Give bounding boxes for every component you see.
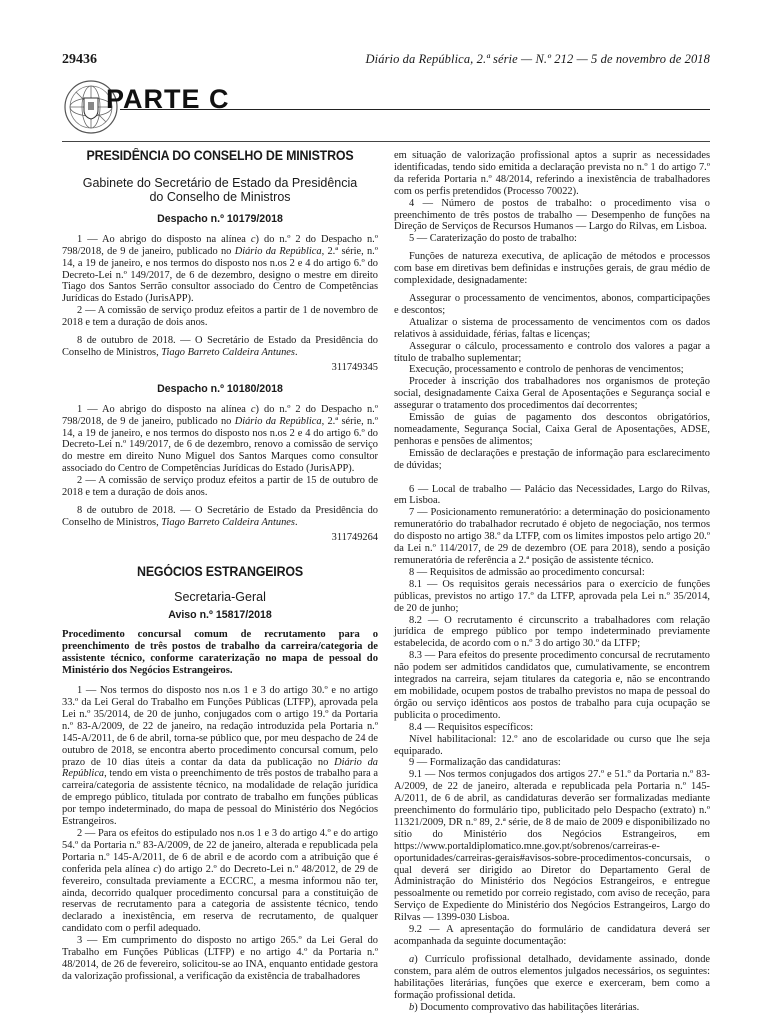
two-column-body — [62, 150, 710, 1013]
paragraph: 2 — A comissão de serviço produz efeitos a partir de 15 de outubro de 2018 e tem a duração de dois anos. — [62, 475, 378, 499]
org-title-gabinete — [62, 176, 378, 204]
list-item: Proceder à inscrição dos trabalhadores nos organismos de proteção social, designadamente Caixa Geral de Aposentações e Segurança social e assegurar o tratamento dos procedimentos daí decorrentes; — [394, 376, 710, 412]
paragraph: 2 — Para os efeitos do estipulado nos n.os 1 e 3 do artigo 4.º e do artigo 54.º da Portaria n.º 83-A/2009, de 22 de janeiro, alterada e republicada pela Portaria n.º 145-A/2011, de 6 de abril e de acordo com a atribuição que é conferida pela alínea c) do artigo 2.º do Decreto-Lei n.º 48/2012, de 29 de fevereiro, consultada previamente a ECCRC, a mesma informou não ter, ainda, decorrido qualquer procedimento concursal para a constituição de reservas de recrutamento para a categoria de assistente técnico, tendo declarado a inexistência, em reserva de recrutamento, de qualquer candidato com o perfil adequado. — [62, 827, 378, 935]
left-column — [62, 150, 378, 1013]
signature-paragraph: 8 de outubro de 2018. — O Secretário de Estado da Presidência do Conselho de Ministros, Tiago Barreto Caldeira Antunes. — [62, 504, 378, 528]
signature-paragraph: 8 de outubro de 2018. — O Secretário de Estado da Presidência do Conselho de Ministros, Tiago Barreto Caldeira Antunes. — [62, 335, 378, 358]
despacho-title: Despacho n.º 10179/2018 — [157, 212, 283, 225]
document-page — [62, 52, 710, 1013]
paragraph: 8.3 — Para efeitos do presente procedimento concursal de recrutamento não podem ser admitidos candidatos que, cumulativamente, se encontrem integrados na carreira, sejam titulares da categoria e, não se encontrando em mobilidade, ocupem postos de trabalho previstos no mapa de pessoal do órgão ou serviço idênticos aos postos de trabalho para cuja ocupação se publicita o procedimento. — [394, 650, 710, 721]
paragraph: 9.1 — Nos termos conjugados dos artigos 27.º e 51.º da Portaria n.º 83-A/2009, de 22 de janeiro, alterada e republicada pela Portaria n.º 145-A/2011, de 6 de abril, as candidaturas deverão ser formalizadas mediante preenchimento do formulário tipo, publicitado pelo Despacho (extrato) n.º 11321/2009, DR n.º 89, 2.ª série, de 8 de maio de 2009 e disponibilizado no sítio do Ministério dos Negócios Estrangeiros, em https://www.portaldiplomatico.mne.gov.pt/sobrenos/carreiras-e-oportunidades/carreiras-gerais#avisos-sobre-procedimentos-concursais, o qual deverá ser dirigido ao Diretor do Departamento Geral de Administração do Ministério dos Negócios Estrangeiros, e entregue pessoalmente ou remetido por correio registado, com aviso de receção, para Serviço de Expediente do Ministério dos Negócios Estrangeiros, Largo do Rilvas — 1399-030 Lisboa. — [394, 769, 710, 924]
list-item: b) Documento comprovativo das habilitações literárias. — [409, 1001, 640, 1013]
reference-code: 311749264 — [331, 531, 378, 543]
paragraph: 3 — Em cumprimento do disposto no artigo 265.º da Lei Geral do Trabalho em Funções Públicas (LTFP) e no artigo 4.º da Portaria n.º 48/2014, de 26 de fevereiro, solicitou-se ao INA, enquanto entidade gestora da valorização profissional, a verificação da existência de trabalhadores — [62, 935, 378, 982]
part-bottom-rule — [62, 141, 710, 142]
despacho-title: Despacho n.º 10180/2018 — [157, 382, 283, 395]
paragraph: 9.2 — A apresentação do formulário de candidatura deverá ser acompanhada da seguinte documentação: — [394, 924, 710, 947]
list-item: a) Currículo profissional detalhado, devidamente assinado, donde constem, para além de outros elementos julgados necessários, os seguintes: habilitações literárias, funções que exerce e exerceram, bem como a formação profissional detida. — [394, 953, 710, 1001]
paragraph: 4 — Número de postos de trabalho: o procedimento visa o preenchimento de três postos de trabalho — Desempenho de funções na Direção de Serviços de Recursos Humanos — Largo do Rilvas, em Lisboa. — [394, 197, 710, 233]
part-banner — [62, 78, 710, 140]
paragraph: 8.2 — O recrutamento é circunscrito a trabalhadores com relação jurídica de emprego público por tempo indeterminado previamente estabelecida, de acordo com o n.º 3 do artigo 30.º da LTFP; — [394, 614, 710, 650]
reference-code: 311749345 — [331, 361, 378, 373]
list-item: Emissão de guias de pagamento dos descontos obrigatórios, nomeadamente, Segurança Social, Caixa Geral de Aposentações, ADSE, penhoras e pensões de alimentos; — [394, 412, 710, 447]
paragraph: 8.1 — Os requisitos gerais necessários para o exercício de funções públicas, previstos no artigo 17.º da LTFP, aprovada pela Lei n.º 35/2014, de 20 de junho; — [394, 578, 710, 614]
org-title-line: do Conselho de Ministros — [149, 189, 291, 204]
list-item: Assegurar o cálculo, processamento e controlo dos valores a pagar a título de trabalho suplementar; — [394, 340, 710, 364]
org-title-line: Gabinete do Secretário de Estado da Presidência — [82, 175, 358, 190]
part-title: PARTE C — [106, 84, 230, 114]
paragraph: 5 — Caraterização do posto de trabalho: — [409, 233, 577, 245]
org-title-secretaria: Secretaria-Geral — [174, 589, 266, 604]
section-title-mne: NEGÓCIOS ESTRANGEIROS — [137, 563, 303, 579]
list-item: Assegurar o processamento de vencimentos, abonos, comparticipações e descontos; — [394, 292, 710, 316]
section-title-pcm: PRESIDÊNCIA DO CONSELHO DE MINISTROS — [86, 148, 354, 163]
list-item: Execução, processamento e controlo de penhoras de vencimentos; — [409, 364, 684, 376]
paragraph: 2 — A comissão de serviço produz efeitos a partir de 1 de novembro de 2018 e tem a duração de dois anos. — [62, 305, 378, 329]
paragraph: em situação de valorização profissional aptos a suprir as necessidades identificadas, tendo sido emitida a declaração prevista no n.º 1 do artigo 7.º da referida Portaria n.º 48/2014, referindo a inexistência de trabalhadores com os perfis pretendidos (Processo 70022). — [394, 150, 710, 197]
running-head: Diário da República, 2.ª série — N.º 212 — 5 de novembro de 2018 — [365, 52, 710, 66]
paragraph: Nível habilitacional: 12.º ano de escolaridade ou curso que lhe seja equiparado. — [394, 733, 710, 757]
page-header — [62, 52, 710, 68]
paragraph: 7 — Posicionamento remuneratório: a determinação do posicionamento remuneratório do trabalhador recrutado é objeto de negociação, nos termos do disposto no artigo 38.º da LTFP, com os limites impostos pelo artigo 20.º da Lei n.º 114/2017, de 29 de dezembro (OE para 2018), sendo a posição remuneratória de referência a 2.ª posição de assistente técnico. — [394, 507, 710, 566]
list-item: Emissão de declarações e prestação de informação para esclarecimento de dúvidas; — [394, 447, 710, 471]
paragraph: 1 — Ao abrigo do disposto na alínea c) do n.º 2 do Despacho n.º 798/2018, de 9 de janeiro, publicado no Diário da República, 2.ª série, n.º 14, a 19 de janeiro, e nos termos do disposto nos n.os 2 e 4 do artigo 6.º do Decreto-Lei n.º 149/2017, de 6 de dezembro, designo o mestre em direito Tiago dos Santos Serrão consultor associado do Centro de Competências Jurídicas do Estado (JurisAPP). — [62, 233, 378, 305]
page-number: 29436 — [62, 52, 97, 67]
right-column — [394, 150, 710, 1013]
paragraph: 1 — Nos termos do disposto nos n.os 1 e 3 do artigo 30.º e no artigo 33.º da Lei Geral do Trabalho em Funções Públicas (LTFP), aprovada pela Lei n.º 35/2014, de 20 de junho, conjugados com o artigo 19.º da Portaria n.º 83-A/2009, de 22 de janeiro, na redação introduzida pela Portaria n.º 145-A/2011, de 6 de abril, torna-se público que, por meu despacho de 24 de outubro de 2018, se encontra aberto procedimento concursal comum, pelo prazo de 10 dias úteis a contar da data da publicação no Diário da República, tendo em vista o preenchimento de três postos de trabalho para a carreira/categoria de assistente técnico, na modalidade de relação jurídica de emprego público, titulada por contrato de trabalho em funções públicas por tempo indeterminado, do mapa de pessoal do Ministério dos Negócios Estrangeiros. — [62, 685, 378, 828]
aviso-heading: Procedimento concursal comum de recrutamento para o preenchimento de três postos de trabalho da carreira/categoria de assistente técnico, conforme caraterização no mapa de pessoal do Ministério dos Negócios Estrangeiros. — [62, 629, 378, 677]
list-item: Atualizar o sistema de processamento de vencimentos com os dados relativos à assiduidade, férias, faltas e licenças; — [394, 316, 710, 340]
paragraph: 6 — Local de trabalho — Palácio das Necessidades, Largo do Rilvas, em Lisboa. — [394, 483, 710, 507]
paragraph: 8.4 — Requisitos específicos: — [409, 721, 534, 733]
paragraph: 9 — Formalização das candidaturas: — [409, 757, 561, 769]
paragraph: 1 — Ao abrigo do disposto na alínea c) do n.º 2 do Despacho n.º 798/2018, de 9 de janeiro, publicado no Diário da República, 2.ª série, n.º 14, a 19 de janeiro, e nos termos do disposto nos n.os 2 e 4 do artigo 6.º do Decreto-Lei n.º 149/2017, de 6 de dezembro, renovo a comissão de serviço do mestre em direito Nuno Miguel dos Santos Marques como consultor associado do Centro de Competências Jurídicas do Estado (JurisAPP). — [62, 403, 378, 475]
paragraph: Funções de natureza executiva, de aplicação de métodos e processos com base em diretivas bem definidas e instruções gerais, de grau médio de complexidade, designadamente: — [394, 251, 710, 287]
paragraph: 8 — Requisitos de admissão ao procedimento concursal: — [409, 566, 645, 578]
aviso-title: Aviso n.º 15817/2018 — [168, 608, 272, 621]
